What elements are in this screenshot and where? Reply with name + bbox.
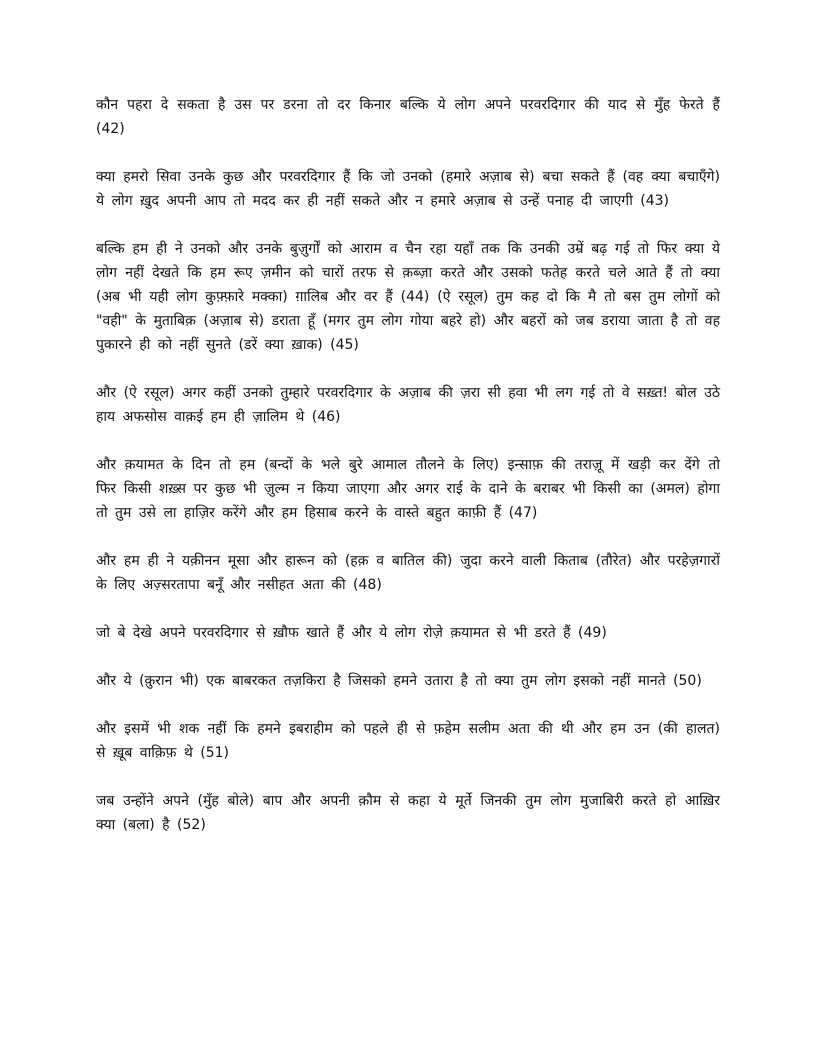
verse-49-paragraph: जो बे देखे अपने परवरदिगार से ख़ौफ खाते हैं और ये लोग रोज़े क़यामत से भी डरते हैं (49) [96,625,607,641]
verse-43-paragraph: क्या हमरो सिवा उनके कुछ और परवरदिगार हैं कि जो उनको (हमारे अज़ाब से) बचा सकते हैं (वह क्या बचाएँगे) ये लोग ख़ुद अपनी आप तो मदद कर ही नहीं सकते और न हमारे अज़ाब से उन्हें पनाह दी जाएगी (43) [96,169,720,209]
verse-50-paragraph: और ये (क़ुरान भी) एक बाबरकत तज़किरा है जिसको हमने उतारा है तो क्या तुम लोग इसको नहीं मानते (50) [96,673,702,689]
verse-51-paragraph: और इसमें भी शक नहीं कि हमने इबराहीम को पहले ही से फ़हेम सलीम अता की थी और हम उन (की हालत) से ख़ूब वाक़िफ़ थे (51) [96,721,720,761]
verse-48-paragraph: और हम ही ने यक़ीनन मूसा और हारून को (हक़ व बातिल की) जुदा करने वाली किताब (तौरेत) और परहेज़गारों के लिए अज़्सरतापा बनूँ और नसीहत अता की (48) [96,553,720,593]
verse-46-paragraph: और (ऐ रसूल) अगर कहीं उनको तुम्हारे परवरदिगार के अज़ाब की ज़रा सी हवा भी लग गई तो वे सख़्त! बोल उठे हाय अफसोस वाक़ई हम ही ज़ालिम थे (46) [96,385,720,425]
document-page [96,93,720,861]
verse-52-paragraph: जब उन्होंने अपने (मुँह बोले) बाप और अपनी क़ौम से कहा ये मूर्ते जिनकी तुम लोग मुजाबिरी करते हो आख़िर क्या (बला) है (52) [96,793,720,833]
verse-47-paragraph: और क़यामत के दिन तो हम (बन्दों के भले बुरे आमाल तौलने के लिए) इन्साफ़ की तराज़ू में खड़ी कर देंगे तो फिर किसी शख़्स पर कुछ भी ज़ुल्म न किया जाएगा और अगर राई के दाने के बराबर भी किसी का (अमल) होगा तो तुम उसे ला हाज़िर करेंगे और हम हिसाब करने के वास्ते बहुत काफ़ी हैं (47) [96,457,720,521]
verse-44-45-paragraph: बल्कि हम ही ने उनको और उनके बुज़ुर्गों को आराम व चैन रहा यहाँ तक कि उनकी उम्रें बढ़ गई तो फिर क्या ये लोग नहीं देखते कि हम रूए ज़मीन को चारों तरफ से क़ब्ज़ा करते और उसको फतेह करते चले आते हैं तो क्या (अब भी यही लोग कुफ़्फ़ारे मक्का) ग़ालिब और वर हैं (44) (ऐ रसूल) तुम कह दो कि मै तो बस तुम लोगों को "वही" के मुताबिक़ (अज़ाब से) डराता हूँ (मगर तुम लोग गोया बहरे हो) और बहरों को जब डराया जाता है तो वह पुकारने ही को नहीं सुनते (डरें क्या ख़ाक) (45) [96,241,720,353]
verse-42-paragraph: कौन पहरा दे सकता है उस पर डरना तो दर किनार बल्कि ये लोग अपने परवरदिगार की याद से मुँह फेरते हैं (42) [96,97,720,137]
